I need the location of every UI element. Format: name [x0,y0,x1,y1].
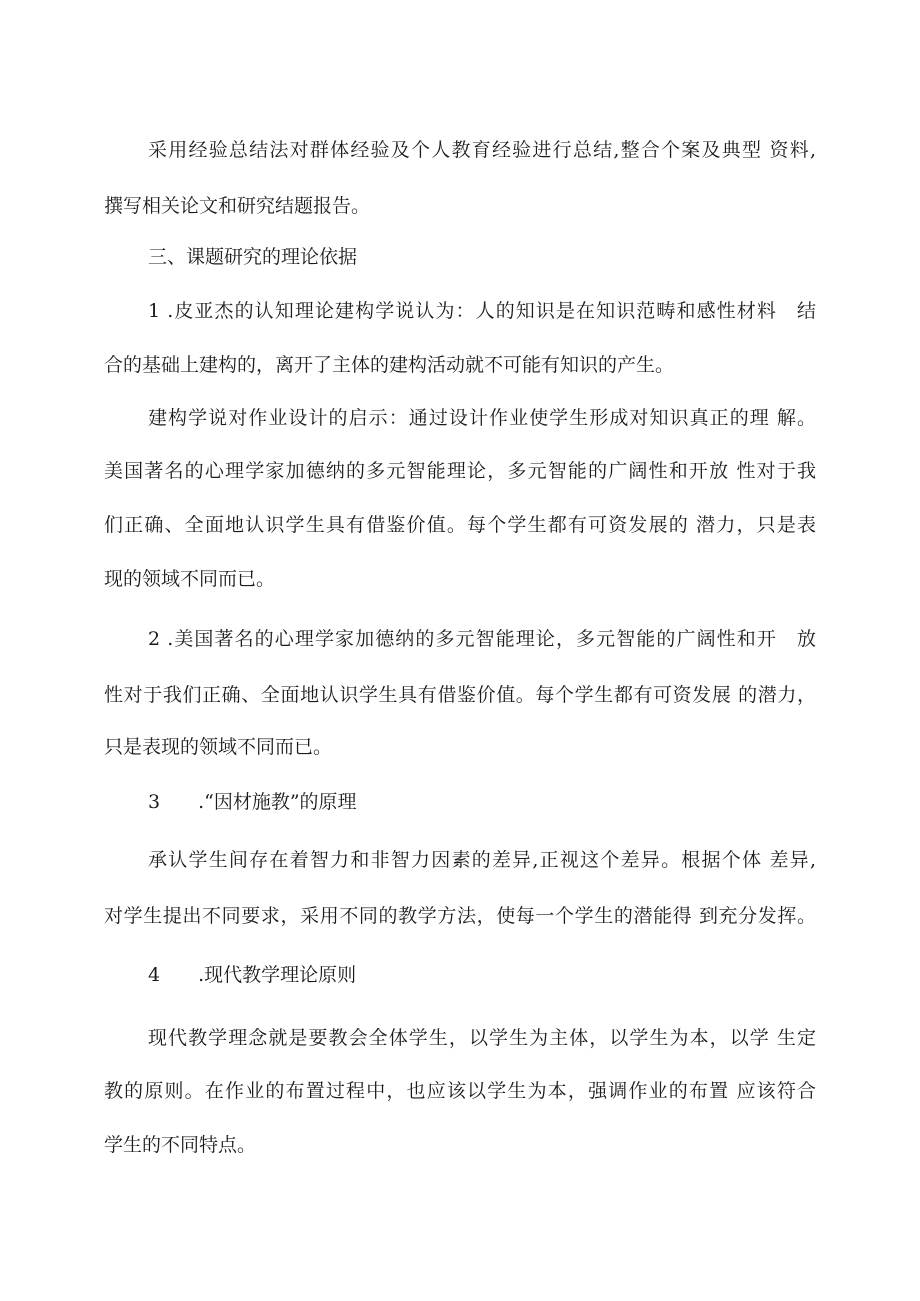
paragraph-differentiation-line-1: 承认学生间存在着智力和非智力因素的差异,正视这个差异。根据个体 差异, [148,849,816,871]
item-2-line-2: 性对于我们正确、全面地认识学生具有借鉴价值。每个学生都有可资发展 的潜力， [104,684,816,706]
paragraph-modern-teaching-line-2: 教的原则。在作业的布置过程中，也应该以学生为本，强调作业的布置 应该符合 [104,1080,816,1102]
paragraph-constructivism-line-1: 建构学说对作业设计的启示：通过设计作业使学生形成对知识真正的理 解。 [148,407,816,429]
paragraph-method-line-2: 撰写相关论文和研究结题报告。 [104,195,371,217]
paragraph-modern-teaching-line-1: 现代教学理念就是要教会全体学生，以学生为主体，以学生为本，以学 生定 [148,1027,816,1049]
section-heading-theory: 三、课题研究的理论依据 [148,246,358,268]
item-1-line-2: 合的基础上建构的，离开了主体的建构活动就不可能有知识的产生。 [104,354,675,376]
item-2-line-3: 只是表现的领域不同而已。 [104,736,333,758]
paragraph-method-line-1: 采用经验总结法对群体经验及个人教育经验进行总结,整合个案及典型 资料, [148,139,816,161]
item-3-heading: 3 .“因材施教”的原理 [148,791,357,813]
item-1-line-1: 1 .皮亚杰的认知理论建构学说认为：人的知识是在知识范畴和感性材料 结 [148,300,816,322]
paragraph-constructivism-line-3: 们正确、全面地认识学生具有借鉴价值。每个学生都有可资发展的 潜力，只是表 [104,514,816,536]
item-4-heading: 4 .现代教学理论原则 [148,964,357,986]
paragraph-constructivism-line-4: 现的领域不同而已。 [104,568,276,590]
item-2-line-1: 2 .美国著名的心理学家加德纳的多元智能理论，多元智能的广阔性和开 放 [148,628,816,650]
paragraph-constructivism-line-2: 美国著名的心理学家加德纳的多元智能理论，多元智能的广阔性和开放 性对于我 [104,460,816,482]
paragraph-modern-teaching-line-3: 学生的不同特点。 [104,1134,257,1156]
paragraph-differentiation-line-2: 对学生提出不同要求，采用不同的教学方法，使每一个学生的潜能得 到充分发挥。 [104,905,816,927]
